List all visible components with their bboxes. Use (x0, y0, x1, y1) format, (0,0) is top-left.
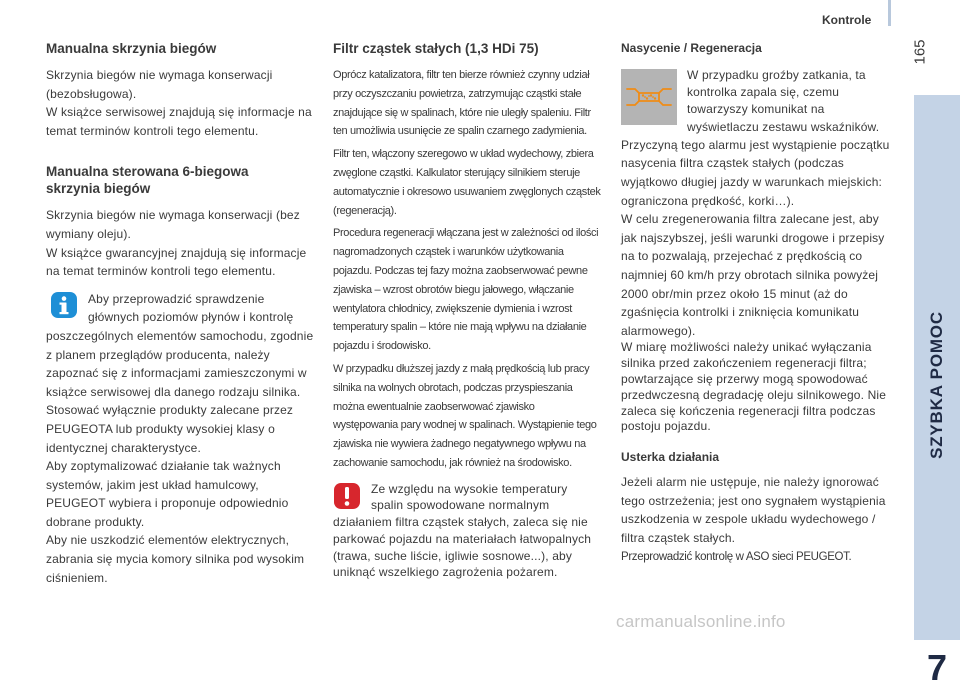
paragraph: Aby zoptymalizować działanie tak ważnych systemów, jakim jest układ hamulcowy, PEUGEOT wybiera i proponuje odpowiednio dobrane produkty. (46, 459, 289, 529)
info-note-text: Aby przeprowadzić sprawdzenie głównych poziomów płynów i kontrolę poszczególnych elementów samochodu, zgodnie z planem przeglądów producenta, należy zapoznać się z informacjami zamieszczonymi w książce serwisowej dla danego rodzaju silnika. (46, 291, 314, 399)
chapter-number: 7 (926, 647, 948, 688)
paragraph: W książce serwisowej znajdują się informacje na temat terminów kontroli tego elementu. (46, 105, 312, 138)
running-header-title: Kontrole (822, 13, 872, 27)
paragraph: Aby nie uszkodzić elementów elektrycznych, zabrania się mycia komory silnika pod wysokim ciśnieniem. (46, 533, 305, 585)
heading-6-speed-gearbox: Manualna sterowana 6-biegowa skrzynia biegów (46, 164, 249, 197)
paragraph: Oprócz katalizatora, filtr ten bierze również czynny udział przy oczyszczaniu powietrza, zatrzymując cząstki stałe znajdujące się w spalinach, które nie uległy spaleniu. Filtr ten umożliwia usunięcie ze spalin czarnego zadymienia. (333, 69, 591, 138)
paragraph: W przypadku dłuższej jazdy z małą prędkością lub pracy silnika na wolnych obrotach, podczas przyspieszania można ewentualnie zaobserwować zjawisko występowania pary wodnej w spalinach. Wystąpienie tego zjawiska nie wywiera żadnego negatywnego wpływu na zachowanie samochodu, jak również na środowisko. (333, 362, 597, 469)
page-number (905, 39, 935, 65)
paragraph: W książce gwarancyjnej znajdują się informacje na temat terminów kontroli tego elementu. (46, 245, 307, 279)
heading-malfunction: Usterka działania (621, 450, 720, 465)
heading-manual-gearbox: Manualna skrzynia biegów (46, 41, 217, 56)
warning-icon (333, 482, 361, 510)
paragraph: W miarę możliwości należy unikać wyłączania silnika przed zakończeniem regeneracji filtra; powtarzające się przerwy mogą spowodować przedwczesną degradację oleju silnikowego. Nie zaleca się kończenia regeneracji filtra podczas postoju pojazdu. (621, 340, 887, 434)
warning-note (333, 481, 601, 581)
info-note (46, 290, 314, 402)
dpf-warning-block (621, 65, 893, 136)
paragraph: Filtr ten, włączony szeregowo w układ wydechowy, zbiera zwęglone cząstki. Kalkulator sterujący silnikiem steruje automatycznie i okresowo usuwaniem zwęglonych cząstek (regeneracją). (333, 148, 601, 217)
watermark: carmanualsonline.info (616, 612, 786, 631)
chapter-tab (914, 95, 960, 688)
paragraph: Przeprowadzić kontrolę w ASO sieci PEUGEOT. (621, 550, 852, 563)
heading-saturation: Nasycenie / Regeneracja (621, 41, 762, 55)
heading-particle-filter: Filtr cząstek stałych (1,3 HDi 75) (333, 41, 539, 56)
page-number-text: 165 (911, 39, 929, 65)
particle-filter-warning-icon (621, 69, 677, 125)
paragraph: Procedura regeneracji włączana jest w zależności od ilości nagromadzonych cząstek i warunków użytkowania pojazdu. Podczas tej fazy można zaobserwować pewne zjawiska – wzrost obrotów biegu jałowego, włączanie wentylatora chłodnicy, zwiększenie dymienia i wzrost temperatury spalin – które nie mają wpływu na działanie pojazdu i środowisko. (333, 227, 599, 353)
info-icon (50, 291, 78, 319)
column-manual-gearbox (46, 40, 314, 587)
paragraph: Jeżeli alarm nie ustępuje, nie należy ignorować tego ostrzeżenia; jest ono sygnałem wystąpienia uszkodzenia w zespole układu wydechowego / filtra cząstek stałych. (621, 475, 886, 545)
dpf-warning-text: W przypadku groźby zatkania, ta kontrolka zapala się, czemu towarzyszy komunikat na wyświetlaczu zestawu wskaźników. (687, 68, 880, 134)
column-particle-filter (333, 40, 601, 581)
paragraph: Skrzynia biegów nie wymaga konserwacji (bezobsługowa). (46, 68, 273, 101)
paragraph: Stosować wyłącznie produkty zalecane przez PEUGEOTA lub produkty wysokiej klasy o identycznej charakterystyce. (46, 403, 294, 455)
paragraph: Przyczyną tego alarmu jest wystąpienie początku nasycenia filtra cząstek stałych (podczas wyjątkowo długiej jazdy w warunkach miejskich: ograniczona prędkość, korki…). (621, 137, 890, 208)
warning-note-text: Ze względu na wysokie temperatury spalin spowodowane normalnym działaniem filtra cząstek stałych, zaleca się nie parkować pojazdu na materiałach łatwopalnych (trawa, suche liście, igliwie sosnowe...), aby uniknąć wszelkiego zagrożenia pożarem. (333, 481, 592, 580)
paragraph: Skrzynia biegów nie wymaga konserwacji (bez wymiany oleju). (46, 208, 300, 241)
header-rule (888, 0, 891, 26)
paragraph: W celu zregenerowania filtra zalecane jest, aby jak najszybszej, jeśli warunki drogowe i przepisy na to pozwalają, przejechać z prędkością co najmniej 60 km/h przy obrotach silnika powyżej 2000 obr/min przez około 15 minut (aż do zgaśnięcia kontrolki i zniknięcia komunikatu alarmowego). (621, 212, 885, 338)
section-label-text: SZYBKA POMOC (927, 311, 946, 459)
column-saturation (621, 40, 893, 566)
